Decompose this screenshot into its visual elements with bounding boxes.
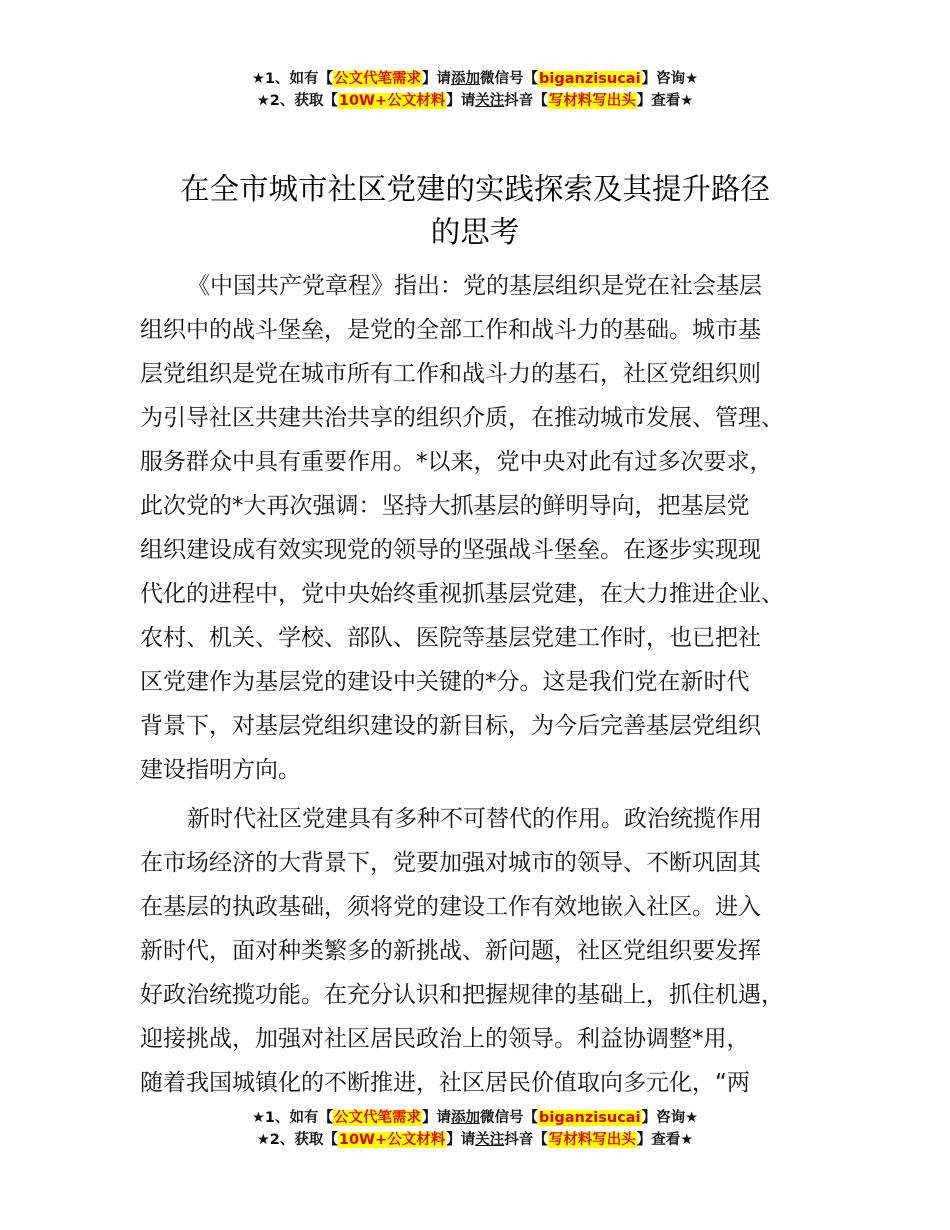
paragraph-line: 随着我国城镇化的不断推进，社区居民价值取向多元化，“两 (140, 1070, 750, 1096)
banner-line-2-mid2: 抖音【 (504, 1132, 548, 1148)
banner-line-1-suffix: 】咨询★ (641, 71, 699, 87)
banner-line-1-suffix: 】咨询★ (641, 1110, 699, 1126)
banner-line-1-highlight-service: 公文代笔需求 (334, 1110, 422, 1126)
banner-line-1-highlight-wechat: biganzisucai (539, 71, 641, 87)
banner-line-2-suffix: 】查看★ (636, 1132, 694, 1148)
banner-line-2-emphasis: 关注 (475, 93, 505, 109)
paragraph-line: 新时代社区党建具有多种不可替代的作用。政治统揽作用 (187, 806, 762, 832)
paragraph-line: 此次党的*大再次强调：坚持大抓基层的鲜明导向，把基层党 (140, 493, 750, 519)
paragraph-line: 为引导社区共建共治共享的组织介质，在推动城市发展、管理、 (140, 405, 784, 431)
banner-line-1-highlight-service: 公文代笔需求 (334, 71, 422, 87)
paragraph-line: 在基层的执政基础，须将党的建设工作有效地嵌入社区。进入 (140, 894, 761, 920)
banner-line-2-prefix: ★2、获取【 (256, 93, 338, 109)
banner-line-1-mid2: 微信号【 (480, 1110, 539, 1126)
banner-line-2-prefix: ★2、获取【 (256, 1132, 338, 1148)
paragraph-line: 建设指明方向。 (140, 757, 301, 783)
banner-line-1-mid2: 微信号【 (480, 71, 539, 87)
banner-line-2-mid: 】请 (446, 93, 476, 109)
paragraph-line: 农村、机关、学校、部队、医院等基层党建工作时，也已把社 (140, 625, 761, 651)
header-banner (0, 68, 950, 112)
banner-line-2-highlight-douyin: 写材料写出头 (548, 93, 636, 109)
banner-line-2-highlight-materials: 10W+公文材料 (338, 1132, 446, 1148)
document-title-line: 的思考 (430, 215, 520, 249)
banner-line-2-mid: 】请 (446, 1132, 476, 1148)
footer-banner (0, 1107, 950, 1151)
paragraph-line: 组织中的战斗堡垒，是党的全部工作和战斗力的基础。城市基 (140, 317, 761, 343)
paragraph-line: 《中国共产党章程》指出：党的基层组织是党在社会基层 (187, 273, 762, 299)
banner-line-1 (0, 68, 950, 90)
banner-line-2 (0, 90, 950, 112)
paragraph-line: 服务群众中具有重要作用。*以来，党中央对此有过多次要求， (140, 449, 773, 475)
banner-line-1 (0, 1107, 950, 1129)
document-title-line: 在全市城市社区党建的实践探索及其提升路径 (179, 172, 770, 206)
paragraph-line: 区党建作为基层党的建设中关键的*分。这是我们党在新时代 (140, 669, 750, 695)
document-title (0, 168, 950, 254)
banner-line-2-highlight-douyin: 写材料写出头 (548, 1132, 636, 1148)
paragraph-line: 层党组织是党在城市所有工作和战斗力的基石，社区党组织则 (140, 361, 761, 387)
banner-line-1-prefix: ★1、如有【 (251, 71, 334, 87)
paragraph-line: 组织建设成有效实现党的领导的坚强战斗堡垒。在逐步实现现 (140, 537, 761, 563)
banner-line-2 (0, 1129, 950, 1151)
paragraph-line: 代化的进程中，党中央始终重视抓基层党建，在大力推进企业、 (140, 581, 784, 607)
banner-line-1-prefix: ★1、如有【 (251, 1110, 334, 1126)
banner-line-1-highlight-wechat: biganzisucai (539, 1110, 641, 1126)
paragraph-line: 好政治统揽功能。在充分认识和把握规律的基础上，抓住机遇， (140, 982, 784, 1008)
paragraph-line: 迎接挑战，加强对社区居民政治上的领导。利益协调整*用， (140, 1026, 750, 1052)
banner-line-1-mid: 】请 (422, 1110, 452, 1126)
paragraph-line: 在市场经济的大背景下，党要加强对城市的领导、不断巩固其 (140, 850, 761, 876)
banner-line-1-emphasis: 添加 (451, 1110, 481, 1126)
banner-line-1-mid: 】请 (422, 71, 452, 87)
banner-line-2-emphasis: 关注 (475, 1132, 505, 1148)
banner-line-2-mid2: 抖音【 (504, 93, 548, 109)
banner-line-1-emphasis: 添加 (451, 71, 481, 87)
paragraph-line: 新时代，面对种类繁多的新挑战、新问题，社区党组织要发挥 (140, 938, 761, 964)
banner-line-2-highlight-materials: 10W+公文材料 (338, 93, 446, 109)
banner-line-2-suffix: 】查看★ (636, 93, 694, 109)
paragraph-line: 背景下，对基层党组织建设的新目标，为今后完善基层党组织 (140, 713, 761, 739)
